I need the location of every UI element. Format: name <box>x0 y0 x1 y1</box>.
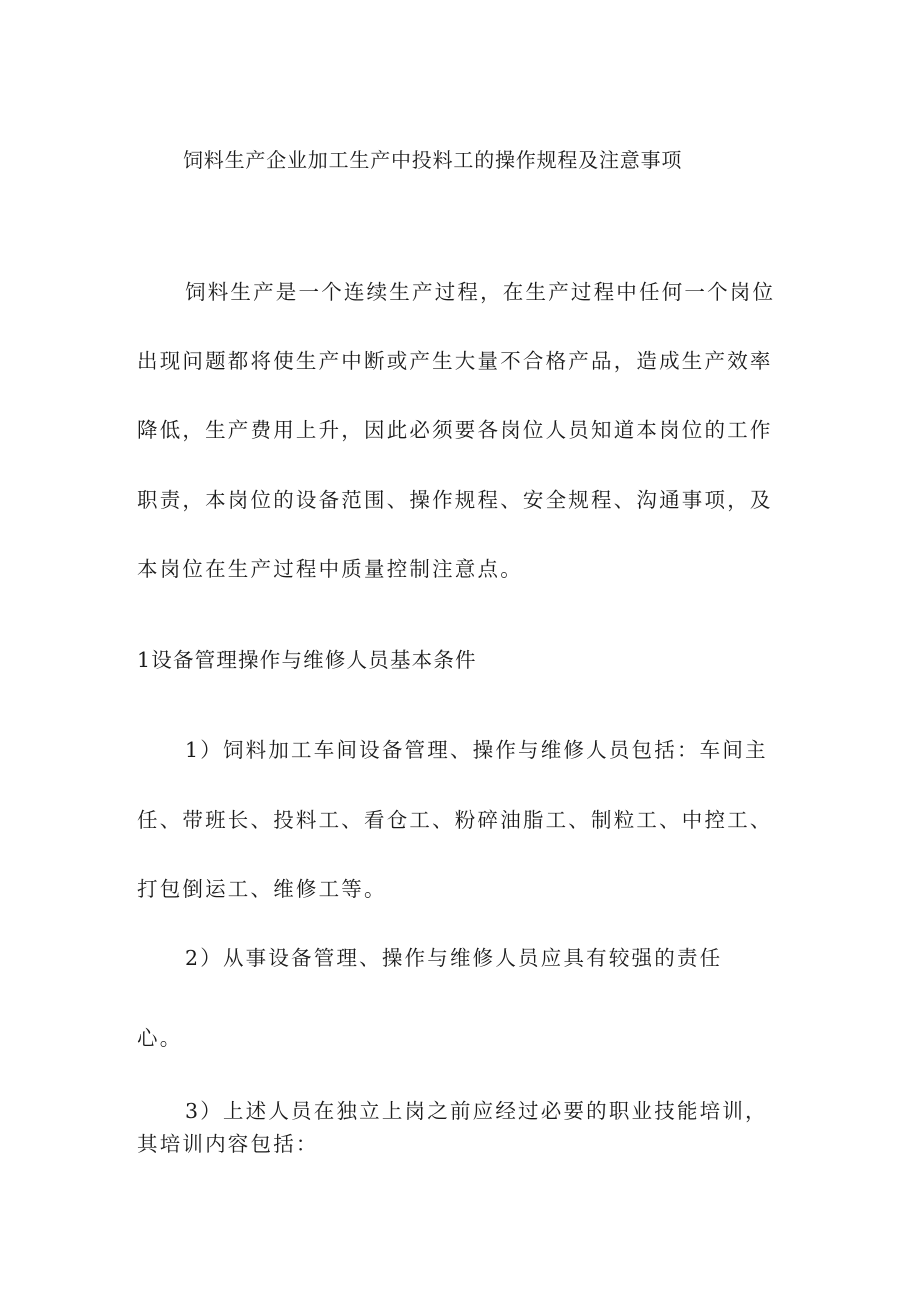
list-item-line: 打包倒运工、维修工等。 <box>137 877 387 901</box>
intro-paragraph-line: 职责，本岗位的设备范围、操作规程、安全规程、沟通事项，及 <box>137 488 773 512</box>
list-item-line: 任、带班长、投料工、看仓工、粉碎油脂工、制粒工、中控工、 <box>137 808 773 832</box>
intro-paragraph-line: 出现问题都将使生产中断或产生大量不合格产品，造成生产效率 <box>137 349 773 373</box>
intro-paragraph-line: 本岗位在生产过程中质量控制注意点。 <box>137 557 523 581</box>
intro-paragraph-line: 降低，生产费用上升，因此必须要各岗位人员知道本岗位的工作 <box>137 418 773 442</box>
list-item-line: 2）从事设备管理、操作与维修人员应具有较强的责任 <box>185 946 723 970</box>
list-item-line: 心。 <box>137 1026 183 1050</box>
document-title: 饲料生产企业加工生产中投料工的操作规程及注意事项 <box>183 148 683 172</box>
intro-paragraph-line: 饲料生产是一个连续生产过程，在生产过程中任何一个岗位 <box>185 280 776 304</box>
list-item-line: 其培训内容包括： <box>137 1132 319 1156</box>
list-item-line: 1）饲料加工车间设备管理、操作与维修人员包括：车间主 <box>185 738 768 762</box>
section-heading: 1设备管理操作与维修人员基本条件 <box>137 648 477 672</box>
list-item-line: 3）上述人员在独立上岗之前应经过必要的职业技能培训， <box>185 1099 768 1123</box>
